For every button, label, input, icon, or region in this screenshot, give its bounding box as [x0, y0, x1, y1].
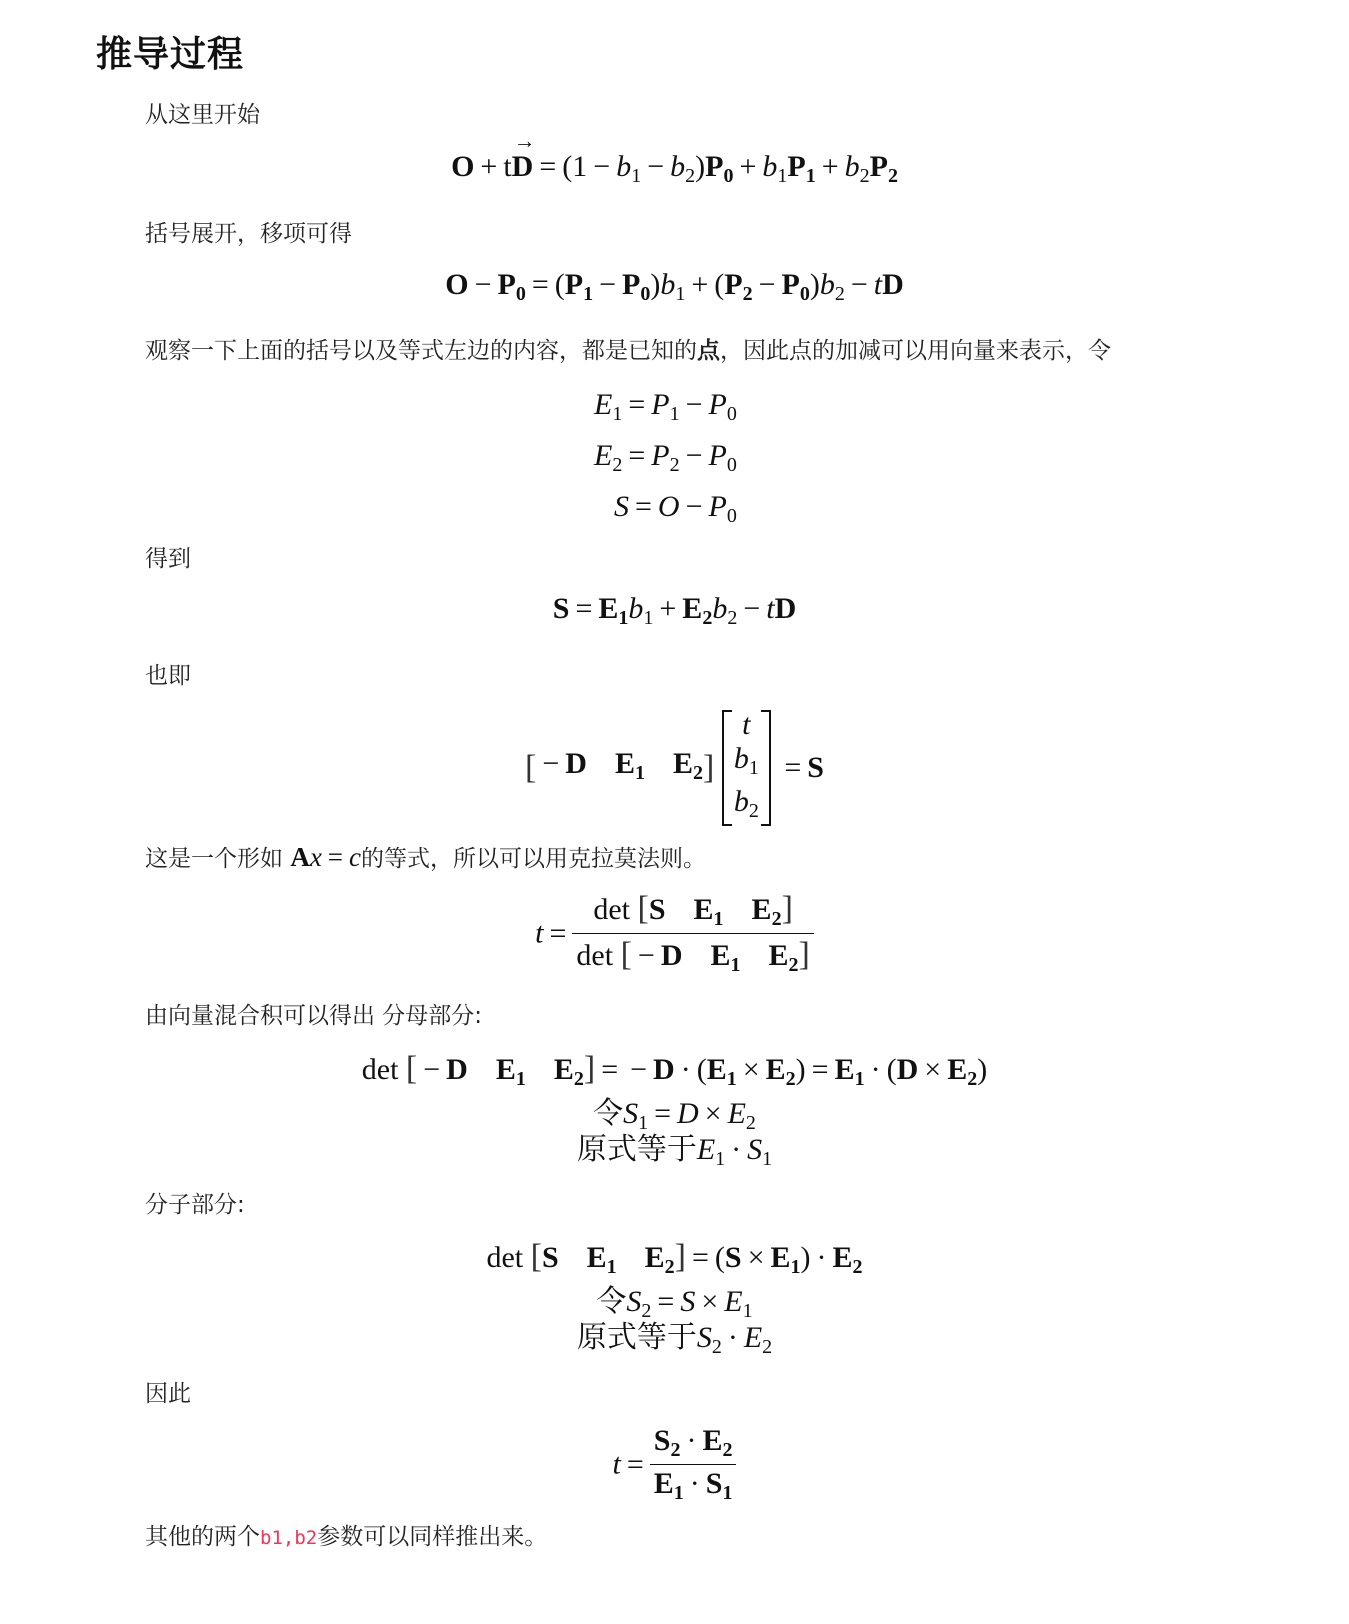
- equation-numerator-3: 原式等于$S_2 \cdot E_2$: [576, 1321, 773, 1358]
- equation-numerator-2: 令$S_2 = S \times E_1$: [596, 1285, 753, 1322]
- equation-cramer-t: t = $\frac{\det [S E_1 E_2]}{\det [ - D E_1 E_2]}$: [0, 890, 1349, 977]
- observe-text-2: ，因此点的加减可以用向量来表示，令: [720, 338, 1111, 364]
- inline-code-b1-b2: b1,b2: [260, 1527, 318, 1549]
- form-text-2: 的等式，所以可以用克拉莫法则。: [361, 846, 707, 872]
- page-title: 推导过程: [96, 34, 245, 75]
- form-text-1: 这是一个形如: [145, 846, 291, 872]
- paragraph-other: [145, 1518, 547, 1551]
- def-s: $S = O - P_0$: [613, 490, 737, 527]
- equation-s: $S = E_1b_1 + E_2b_2$ − tD: [552, 592, 797, 629]
- other-text-1: 其他的两个: [145, 1524, 260, 1550]
- equation-rearranged: $O - P_0 = (P_1 - P_0)b_1 + (P_2 - P_0)b_2$ − tD: [445, 268, 904, 305]
- paragraph-also: 也即: [145, 663, 191, 689]
- ling-label-1: 令: [593, 1097, 624, 1130]
- other-text-2: 参数可以同样推出来。: [317, 1524, 548, 1550]
- equation-matrix: [ − D $E_1$ $E_2$] t $b_1$ $b_2$ = S: [0, 708, 1349, 828]
- def-e2: $E_2 = P_2 - P_0$: [594, 439, 737, 476]
- paragraph-get: 得到: [145, 546, 191, 572]
- def-e1: $E_1 = P_1 - P_0$: [594, 388, 737, 425]
- ling-label-2: 令: [596, 1285, 627, 1318]
- equation-denominator-2: 令$S_1 = D \times E_2$: [593, 1097, 756, 1134]
- paragraph-numerator: 分子部分:: [145, 1192, 245, 1218]
- observe-text-1: 观察一下上面的括号以及等式左边的内容，都是已知的: [145, 338, 697, 364]
- equation-ray-triangle: $O + t\to D = (1 - b_1 - b_2)P_0 + b_1P_1 + b_2P_2$: [0, 150, 1349, 188]
- equation-final-t: t = $\frac{S_2 \cdot E_2}{E_1 \cdot S_1}$: [0, 1424, 1349, 1505]
- yuanshi-label-1: 原式等于: [576, 1133, 697, 1166]
- yuanshi-label-2: 原式等于: [576, 1321, 697, 1354]
- equation-numerator-1: det [S $E_1$ $E_2] = (S \times E_1) \cdot E_2$: [486, 1238, 863, 1278]
- paragraph-therefore: 因此: [145, 1381, 191, 1407]
- paragraph-observe: [145, 332, 1111, 365]
- paragraph-expand: 括号展开，移项可得: [145, 221, 352, 247]
- paragraph-denominator: 由向量混合积可以得出 分母部分:: [145, 1003, 483, 1029]
- equation-denominator-1: det [ − D $E_1$ $E_2$] = − $D \cdot (E_1 \times E_2) = E_1 \cdot (D \times E_2)$: [361, 1050, 988, 1090]
- paragraph-start: 从这里开始: [145, 102, 260, 128]
- equation-denominator-3: 原式等于$E_1 \cdot S_1$: [576, 1133, 773, 1170]
- paragraph-form: 这是一个形如 Ax = c的等式，所以可以用克拉莫法则。: [145, 842, 707, 872]
- definitions-block: [594, 384, 737, 537]
- column-vector: t $b_1$ $b_2$: [722, 708, 771, 828]
- observe-bold-point: 点: [697, 338, 720, 364]
